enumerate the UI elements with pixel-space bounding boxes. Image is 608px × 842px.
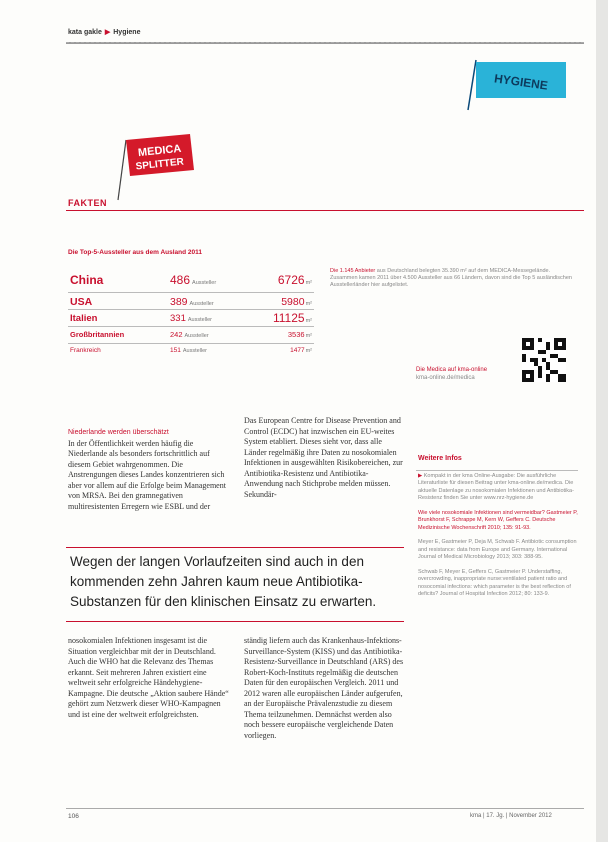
note-text: aus Deutschland belegten 35.390 m² auf dem MEDICA-Messegelände. Zusammen kamen 2011 über 4.500 Aussteller aus 66 Ländern, davon sind die Top 5 ausländischen Ausstellerländer hier aufgelistet. — [330, 268, 572, 288]
quote-rule — [66, 547, 404, 548]
exhibitor-count: 486 — [170, 273, 191, 287]
page-edge — [596, 0, 608, 842]
column-text: nosokomialen Infektionen insgesamt ist die Situation vergleichbar mit der in Deutschland. Auch die WHO hat die Relevanz des Themas erkannt. Seit mehreren Jahren existiert eine weltweit sehr erfolgreiche Händehygiene-Kampagne. Die deutsche „Aktion saubere Hände“ gehört zum Netzwerk dieser WHO-Kampagnen und ist eine der weltweit erfolgreichsten. — [68, 636, 229, 719]
area-unit: m² — [305, 318, 312, 324]
table-row — [68, 270, 314, 293]
table-row — [68, 293, 314, 310]
magazine-issue: kma | 17. Jg. | November 2012 — [470, 813, 552, 819]
header-rule — [66, 42, 584, 44]
article-column — [68, 636, 232, 720]
country-cell: USA — [70, 296, 93, 308]
column-text: ständig liefern auch das Krankenhaus-Infektions-Surveillance-System (KISS) und das Antibiotika-Resistenz-Surveillance in Deutschland (ARS) des Robert-Koch-Instituts regelmäßig die deutschen Daten für den europäischen Vergleich. 2011 und 2012 waren alle europäischen Länder aufgerufen, an der Europäische Prävalenzstudie zu diesem Thema teilzunehmen. Demnächst werden also noch bessere europäische vergleichende Daten vorliegen. — [244, 636, 404, 740]
table-row — [68, 344, 314, 360]
exhibitor-count: 242 — [170, 330, 183, 339]
article-column — [244, 636, 404, 741]
medica-flag-line1: MEDICA — [137, 142, 182, 160]
arrow-icon: ▶ — [418, 472, 424, 479]
country-cell: Frankreich — [70, 347, 101, 354]
note-lead: Die 1.145 Anbieter — [330, 268, 376, 274]
country-cell: Italien — [70, 313, 98, 324]
medica-flag-line2: SPLITTER — [135, 156, 185, 173]
area-cell: 1477 — [290, 347, 305, 354]
sidebar-heading: Weitere Infos — [418, 455, 462, 462]
hygiene-flag-label: HYGIENE — [493, 71, 549, 93]
table-row — [68, 327, 314, 344]
area-unit: m² — [305, 301, 312, 307]
column-text: Das European Centre for Disease Prevention and Control (ECDC) hat inzwischen ein EU-weites System etabliert. Dieses sieht vor, dass alle Länder regelmäßig ihre Daten zu nosokomialen Infektionen in ausgewählten Risikobereichen, zur Antibiotika-Resistenz und Antibiotika-Anwendung nach Stichprobe melden müssen. Sekundär- — [244, 416, 403, 499]
exhibitor-count: 331 — [170, 313, 186, 324]
area-cell: 11125 — [272, 311, 305, 325]
country-cell: China — [70, 273, 104, 287]
sidebar-text: Kompakt in der kma Online-Ausgabe: Die ausführliche Literaturliste für diesen Beitrag unter kma-online.de/medica. Die aktuelle Datenlage zu nosokomialen Infektionen und Antibiotika-Resistenz finden Sie unter www.nrz-hygiene.de — [418, 472, 574, 501]
reference-2: Meyer E, Gastmeier P, Deja M, Schwab F. Antibiotic consumption and resistance: data from Europe and Germany. International Journal of Medical Microbiology 2013; 303: 388-95. — [418, 539, 577, 560]
column-subhead: Niederlande werden überschätzt — [68, 429, 169, 436]
online-url: kma-online.de/medica — [416, 375, 475, 381]
unit-label: Aussteller — [187, 317, 213, 323]
section-rule — [66, 210, 584, 211]
area-unit: m² — [305, 348, 312, 354]
country-cell: Großbritannien — [70, 330, 125, 339]
qr-code-icon[interactable] — [522, 338, 566, 382]
exhibitor-table — [68, 270, 314, 360]
pull-quote: Wegen der langen Vorlaufzeiten sind auch in den kommenden zehn Jahren kaum neue Antibiotika-Substanzen für den klinischen Einsatz zu erwarten. — [70, 554, 377, 609]
arrow-icon: ▶ — [104, 29, 111, 36]
footer-rule — [66, 808, 584, 809]
table-row — [68, 310, 314, 327]
unit-label: Aussteller — [182, 348, 208, 354]
unit-label: Aussteller — [184, 333, 209, 339]
section-label: FAKTEN — [68, 198, 107, 208]
header-topic: Hygiene — [113, 29, 141, 36]
further-info-box — [418, 455, 580, 606]
unit-label: Aussteller — [189, 301, 214, 307]
area-unit: m² — [305, 280, 312, 286]
exhibitor-count: 389 — [170, 296, 188, 308]
area-unit: m² — [305, 333, 312, 339]
unit-label: Aussteller — [192, 280, 217, 286]
exhibitor-count: 151 — [170, 347, 181, 354]
column-text: In der Öffentlichkeit werden häufig die Niederlande als besonders fortschrittlich auf diesem Gebiet wahrgenommen. Die Anstrengungen dieses Landes konzentrieren sich aber vor allem auf die Erfolge beim Management von MRSA. Bei den gramnegativen multiresistenten Erregern wie ESBL und der — [68, 438, 226, 511]
running-header — [68, 28, 140, 36]
article-column — [68, 428, 232, 512]
online-title: Die Medica auf kma-online — [416, 367, 488, 373]
table-title: Die Top-5-Aussteller aus dem Ausland 2011 — [68, 249, 203, 256]
reference-1: Wie viele nosokomiale Infektionen sind vermeidbar? Gastmeier P, Brunkhorst F, Schrappe M, Kern W, Geffers C. Deutsche Medizinische Wochenschrift 2010; 135: 91-93. — [418, 509, 578, 531]
area-cell: 3536 — [287, 330, 305, 339]
area-cell: 5980 — [281, 296, 305, 308]
sidebar-rule — [416, 470, 578, 471]
hygiene-flag — [466, 58, 570, 112]
header-section: kata gakle — [68, 29, 102, 36]
medica-splitter-flag — [112, 130, 196, 202]
page-number: 106 — [68, 813, 79, 820]
reference-3: Schwab F, Meyer E, Geffers C, Gastmeier P. Understaffing, overcrowding, inappropriate nurse:ventilated patient ratio and nosocomial infections: which parameter is the best reflection of deficits? Journal of Hospital Infection 2012; 80: 133-9. — [418, 568, 571, 597]
quote-rule — [66, 621, 404, 622]
area-cell: 6726 — [277, 273, 305, 287]
table-note — [330, 268, 578, 289]
online-link[interactable] — [416, 366, 487, 382]
article-column — [244, 416, 404, 500]
